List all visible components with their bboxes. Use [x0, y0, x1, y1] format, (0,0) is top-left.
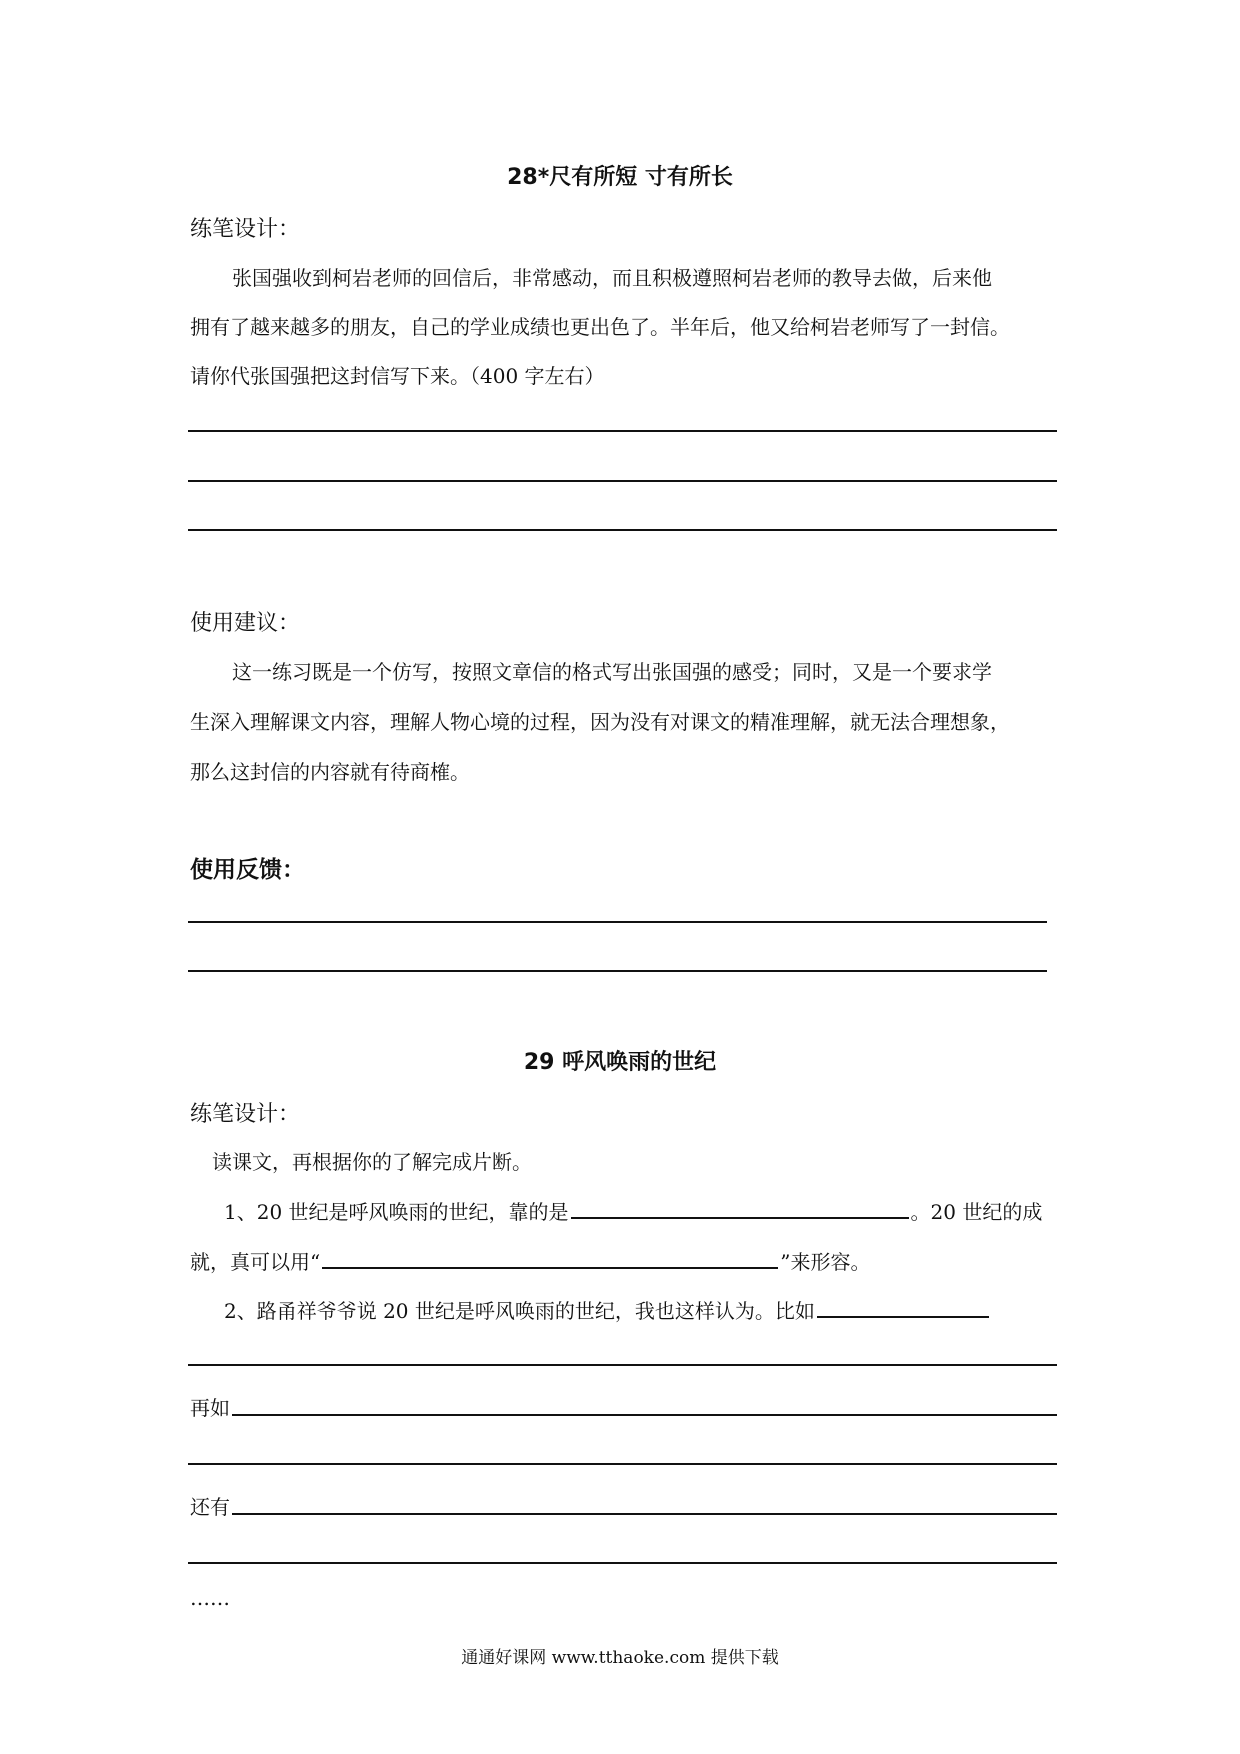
answer-line-1[interactable]: [188, 430, 1057, 432]
question-1-blank-1[interactable]: [571, 1195, 909, 1219]
page-footer: 通通好课网 www.tthaoke.com 提供下载: [461, 1648, 779, 1668]
question-1-text-c: 就，真可以用“: [190, 1250, 321, 1274]
section1-suggestion-line-1: 这一练习既是一个仿写，按照文章信的格式写出张国强的感受；同时，又是一个要求学: [232, 660, 992, 684]
section1-suggestion-line-3: 那么这封信的内容就有待商榷。: [190, 760, 470, 784]
section2-intro: 读课文，再根据你的了解完成片断。: [212, 1150, 532, 1174]
section1-feedback-heading: 使用反馈：: [190, 857, 305, 883]
section1-design-line-1: 张国强收到柯岩老师的回信后，非常感动，而且积极遵照柯岩老师的教导去做，后来他: [232, 266, 992, 290]
section1-suggestion-heading: 使用建议：: [190, 611, 301, 636]
section2-design-heading: 练笔设计：: [190, 1102, 301, 1127]
section1-suggestion-line-2: 生深入理解课文内容，理解人物心境的过程，因为没有对课文的精准理解，就无法合理想象，: [190, 710, 1010, 734]
section1-design-heading: 练笔设计：: [190, 217, 301, 242]
question-1-text-d: ”来形容。: [780, 1250, 871, 1274]
question-1-line-2: [190, 1245, 870, 1275]
section1-design-line-3: 请你代张国强把这封信写下来。（400 字左右）: [190, 364, 605, 388]
question-1-text-a: 1、20 世纪是呼风唤雨的世纪，靠的是: [224, 1200, 569, 1224]
feedback-line-2[interactable]: [188, 970, 1047, 972]
question-2-blank[interactable]: [817, 1294, 989, 1318]
answer-line-haiyou[interactable]: [232, 1513, 1057, 1515]
ellipsis: ……: [190, 1586, 230, 1610]
question-2-text: 2、路甬祥爷爷说 20 世纪是呼风唤雨的世纪，我也这样认为。比如: [224, 1299, 815, 1323]
label-zairu: 再如: [190, 1396, 230, 1420]
answer-line-q2-2[interactable]: [188, 1463, 1057, 1465]
answer-line-zairu[interactable]: [232, 1414, 1057, 1416]
question-1-line-1: [224, 1195, 1042, 1225]
section1-design-line-2: 拥有了越来越多的朋友，自己的学业成绩也更出色了。半年后，他又给柯岩老师写了一封信。: [190, 315, 1010, 339]
question-1-blank-2[interactable]: [322, 1245, 778, 1269]
section2-title: 29 呼风唤雨的世纪: [523, 1050, 717, 1075]
answer-line-q2-3[interactable]: [188, 1562, 1057, 1564]
answer-line-q2-1[interactable]: [188, 1364, 1057, 1366]
question-1-text-b: 。20 世纪的成: [910, 1200, 1043, 1224]
feedback-line-1[interactable]: [188, 921, 1047, 923]
section1-title: 28*尺有所短 寸有所长: [507, 165, 733, 190]
question-2-line: [224, 1294, 991, 1324]
answer-line-3[interactable]: [188, 529, 1057, 531]
answer-line-2[interactable]: [188, 480, 1057, 482]
label-haiyou: 还有: [190, 1495, 230, 1519]
